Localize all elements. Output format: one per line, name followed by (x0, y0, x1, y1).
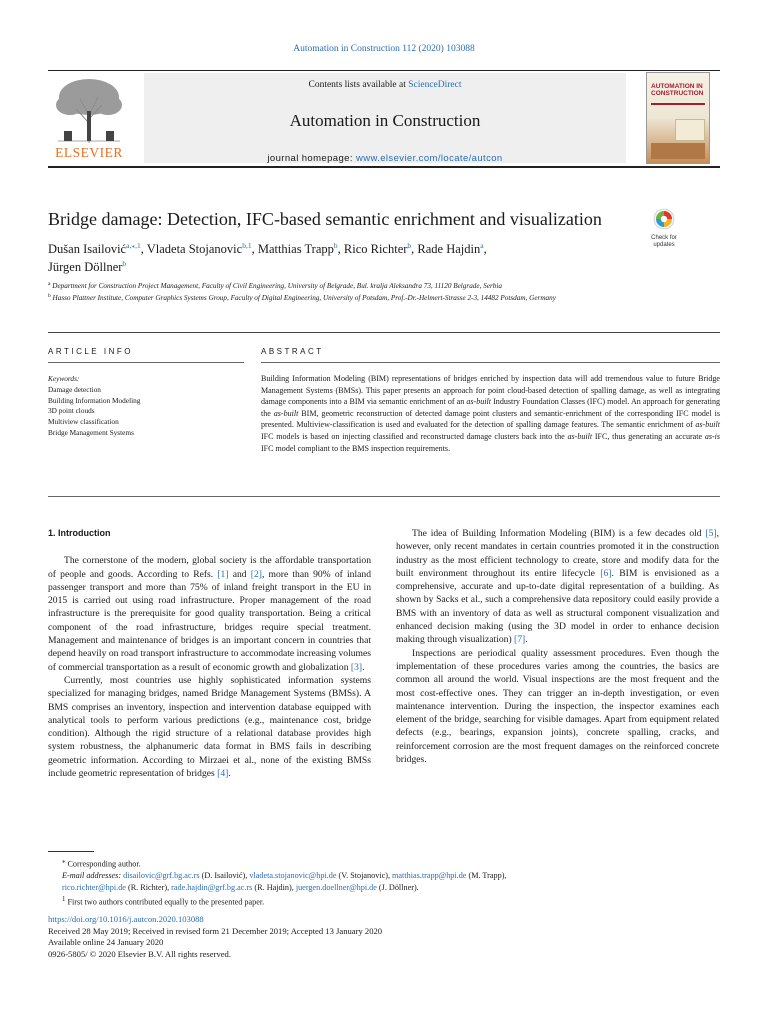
citation-link[interactable]: [3] (350, 661, 363, 673)
masthead-top-rule (48, 70, 720, 71)
masthead-center-band (144, 73, 626, 163)
body-paragraph (396, 527, 719, 647)
author-affiliation-mark[interactable]: b (333, 241, 338, 250)
author-name[interactable]: Rade Hajdin (417, 242, 481, 256)
citation-link[interactable]: [7] (514, 634, 526, 646)
cover-title: AUTOMATION IN CONSTRUCTION (651, 83, 704, 97)
note-text: First two authors contributed equally to the presented paper. (67, 897, 265, 907)
affiliation (48, 281, 668, 293)
abstract-part: BIM, geometric reconstruction of detected damage point clusters and semantic-enrichment of the corresponding IFC model is presented. Multiview-classification is used and evaluated for the detection of spalling damage features. The semantic enrichment of (261, 408, 720, 430)
section-heading: 1. Introduction (48, 528, 111, 538)
email-link[interactable]: disailovic@grf.bg.ac.rs (123, 871, 200, 881)
publication-info (48, 914, 720, 960)
available-online: Available online 24 January 2020 (48, 937, 164, 948)
author-separator: , (140, 242, 147, 256)
text-run: . (362, 661, 365, 673)
citation-link[interactable]: [1] (217, 568, 229, 580)
copyright: 0926-5805/ © 2020 Elsevier B.V. All rights reserved. (48, 948, 231, 959)
body-paragraph: Inspections are periodical quality assessment procedures. Even though the implementation of these procedures varies among the countries, the basics are common all around the world. Visual inspections are the most frequent and the most cost-effective ones. They can trigger an in-depth investigation, or even maintenance intervention. During the inspection, the inspector examines each element of the bridge, searching for visible damages. Apart from equipment related defects (e.g., bearings, expansion joints), concrete spalling, cracks, and reinforcement corrosion are the most frequent damages on the reinforced concrete bridges. (396, 647, 719, 766)
tree-icon (50, 75, 128, 145)
email-link[interactable]: vladeta.stojanovic@hpi.de (249, 871, 337, 881)
keywords-block (48, 374, 244, 439)
header-rule (48, 332, 720, 333)
abstract-emphasis: as-built (466, 397, 491, 407)
footnote-mark: ⁎ (62, 858, 66, 865)
footnote-rule (48, 851, 94, 852)
text-run: , more than 90% of inland passenger transport and more than 75% of inland freight transport in the EU in 2015 is carried out using road infrastructure. Proper management of the road infrastructure is the prerequisite for good quality transportation. Being a critical component of the road infrastructure, bridges require special treatment. Management and maintenance of bridges is an important concern in countries that depend heavily on road transport infrastructure to accommodate increasing volumes of commercial transportation as a result of economic growth and globalization (48, 568, 371, 673)
abstract-text (261, 373, 720, 454)
journal-masthead (48, 70, 720, 168)
abstract-emphasis: as-built (695, 420, 720, 430)
sciencedirect-link[interactable]: ScienceDirect (408, 80, 462, 90)
email-owner: (R. Richter), (125, 882, 172, 892)
author-affiliation-mark[interactable]: b (122, 259, 127, 268)
abstract-emphasis: as-is (704, 431, 721, 441)
abstract-part: IFC model compliant to the BMS inspection requirements. (261, 443, 451, 453)
article-info-heading: ARTICLE INFO (48, 347, 133, 356)
abstract-bottom-rule (48, 496, 720, 497)
abstract-part: Industry Foundation Classes (IFC) model. An approach for generating the (261, 397, 720, 418)
author-affiliation-mark[interactable]: b (407, 241, 412, 250)
author-name[interactable]: Rico Richter (343, 242, 408, 256)
author-affiliation-mark[interactable]: a,⁎,1 (126, 241, 141, 250)
text-run: and (228, 568, 251, 580)
author-name[interactable]: Vladeta Stojanovic (146, 242, 243, 256)
author-name[interactable]: Dušan Isailović (48, 242, 127, 256)
article-info-rule (48, 362, 244, 363)
crossmark-label: Check for updates (651, 235, 677, 248)
journal-cover-image[interactable] (646, 72, 710, 164)
author-affiliation-mark[interactable]: a (480, 241, 484, 250)
text-run: . (525, 634, 528, 646)
keyword: Building Information Modeling (48, 395, 141, 405)
author-affiliation-mark[interactable]: b,1 (242, 241, 252, 250)
publisher-name: ELSEVIER (55, 145, 123, 160)
equal-contribution-note (48, 894, 720, 908)
email-link[interactable]: rade.hajdin@grf.bg.ac.rs (171, 882, 253, 892)
text-run: . (228, 768, 231, 780)
email-owner: (V. Stojanovic), (336, 871, 393, 881)
abstract-part: IFC, thus generating an accurate (592, 431, 705, 441)
journal-title: Automation in Construction (289, 111, 481, 130)
contents-line (144, 80, 626, 90)
author-name[interactable]: Matthias Trapp (257, 242, 334, 256)
footnote-mark: 1 (62, 895, 66, 903)
text-run: , however, only recent mandates in certain countries promoted it in the construction industry as the most efficient technology to create, store and modify data for the built environment throughout its entire lifecycle (396, 528, 719, 579)
masthead-bottom-rule (48, 166, 720, 168)
author-separator: , (411, 242, 418, 256)
cover-footer-band (651, 143, 705, 159)
footnotes (48, 856, 720, 908)
abstract-heading: ABSTRACT (261, 347, 324, 356)
body-paragraph (48, 554, 371, 674)
citation-link[interactable]: [4] (217, 768, 229, 780)
email-owner: (J. Döllner). (376, 882, 419, 892)
affiliation-mark: b (48, 292, 51, 299)
keyword: Bridge Management Systems (48, 427, 134, 437)
received-dates: Received 28 May 2019; Received in revised form 21 December 2019; Accepted 13 January 2020 (48, 925, 383, 936)
crossmark-icon (653, 208, 675, 230)
affiliations (48, 281, 668, 304)
journal-homepage (144, 153, 626, 164)
doi-link[interactable]: https://doi.org/10.1016/j.autcon.2020.103088 (48, 914, 204, 924)
homepage-link[interactable]: www.elsevier.com/locate/autcon (355, 153, 503, 164)
corresponding-note (48, 856, 720, 870)
text-run: The idea of Building Information Modeling (BIM) is a few decades old (412, 528, 706, 539)
article-title: Bridge damage: Detection, IFC-based semantic enrichment and visualization (48, 209, 602, 229)
author-separator: , (337, 242, 344, 256)
citation-link[interactable]: [2] (250, 568, 262, 580)
keyword: 3D point clouds (48, 406, 95, 416)
keywords-label: Keywords: (48, 374, 80, 383)
homepage-prefix: journal homepage: (267, 153, 356, 164)
email-owner: (D. Isailović), (199, 871, 250, 881)
affiliation (48, 293, 668, 305)
email-addresses (48, 870, 720, 893)
author-name[interactable]: Jürgen Döllner (48, 260, 123, 274)
abstract-emphasis: as-built (567, 431, 593, 441)
text-run: Currently, most countries use highly sophisticated information systems specialized for managing bridges, named Bridge Management Systems (BMSs). A BMS comprises an inventory, inspection and intervention database equipped with analytical tools to perform various predictions (e.g., maintenance cost, bridge condition). Although the rigid structure of a relational database provides high system robustness, the alphanumeric data format in BMS fails in describing geometric information. According to Mirzaei et al., none of the existing BMSs include geometric representation of bridges (48, 674, 371, 780)
affiliation-text: Hasso Plattner Institute, Computer Graphics Systems Group, Faculty of Digital Engineering, University of Potsdam, Prof.-Dr.-Helmert-Strasse 2-3, 14482 Potsdam, Germany (52, 293, 556, 302)
email-label: E-mail addresses: (62, 871, 124, 881)
body-column-right (396, 527, 719, 766)
body-column-left (48, 527, 371, 780)
email-link[interactable]: matthias.trapp@hpi.de (392, 871, 467, 881)
abstract-rule (261, 362, 720, 363)
abstract-part: IFC models is based on injecting classified and reconstructed damage clusters back into the (261, 431, 568, 441)
cover-panel (675, 119, 705, 141)
text-run: . BIM is envisioned as a comprehensive, accurate and up-to-date digital representation of a building. As shown by Sacks et al., such a comprehensive data repository could easily provide a BMS with an inventory of data as well as structural component visualization and enhanced decision making (using the 3D model in order to enhance decision making through visualization) (396, 567, 720, 646)
body-paragraph (48, 674, 371, 780)
abstract-emphasis: as-built (273, 408, 299, 418)
affiliation-mark: a (48, 281, 51, 287)
affiliation-text: Department for Construction Project Management, Faculty of Civil Engineering, University of Belgrade, Bul. kralja Aleksandra 73, 11120 Belgrade, Serbia (52, 282, 502, 290)
keyword: Multiview classification (48, 417, 119, 427)
author-separator: , (483, 242, 487, 256)
email-owner: (M. Trapp), (466, 871, 507, 881)
author-list (48, 240, 668, 276)
email-owner: (R. Hajdin), (252, 882, 296, 892)
text-run: The cornerstone of the modern, global society is the affordable transportation of people and goods. According to Refs. (48, 555, 371, 580)
citation-link[interactable]: [5] (705, 528, 717, 539)
citation-link[interactable]: [6] (600, 567, 612, 579)
keyword: Damage detection (48, 384, 101, 394)
author-separator: , (251, 242, 258, 256)
email-link[interactable]: juergen.doellner@hpi.de (295, 882, 377, 892)
abstract-part: Building Information Modeling (BIM) representations of bridges enriched by inspection data will add tremendous value to future Bridge Management Systems (BMSs). This paper presents an approach for point cloud-based detection of spalling damage, as well as integrating damage components into a BIM via semantic enrichment of an (261, 374, 720, 407)
cover-rule (651, 103, 705, 105)
email-link[interactable]: rico.richter@hpi.de (62, 882, 126, 892)
elsevier-logo (48, 75, 130, 163)
journal-reference[interactable]: Automation in Construction 112 (2020) 103088 (293, 44, 475, 54)
contents-prefix: Contents lists available at (308, 80, 409, 90)
corresponding-text: Corresponding author. (67, 859, 141, 869)
